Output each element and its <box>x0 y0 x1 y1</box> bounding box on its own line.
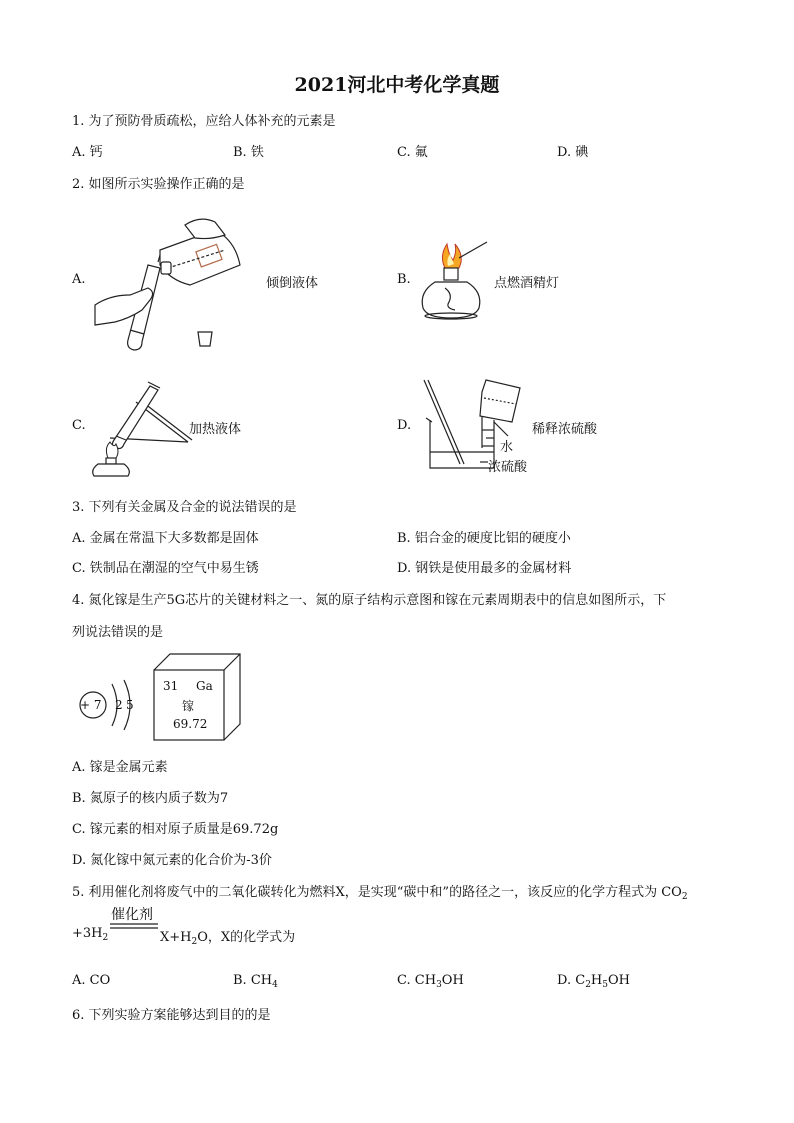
question-2-stem: 2. 如图所示实验操作正确的是 <box>72 177 245 192</box>
q3-option-a: A. 金属在常温下大多数都是固体 <box>72 531 259 546</box>
q3-option-d: D. 钢铁是使用最多的金属材料 <box>397 561 572 576</box>
q2-option-a-label: 倾倒液体 <box>266 276 319 291</box>
pouring-liquid-illustration <box>90 210 250 360</box>
q2-option-b-label: 点燃酒精灯 <box>494 276 560 291</box>
question-5-equation-right: $X+H_2O$，X的化学式为 <box>160 930 296 947</box>
q1-option-b: B. 铁 <box>233 145 264 160</box>
question-5-equation-left: $+3H_2$ <box>72 926 109 943</box>
q5-option-d: D. $C_2H_5OH$ <box>557 973 630 990</box>
question-6-stem: 6. 下列实验方案能够达到目的的是 <box>72 1008 271 1023</box>
q3-option-c: C. 铁制品在潮湿的空气中易生锈 <box>72 561 259 576</box>
q2-option-c-letter: C. <box>72 418 86 433</box>
question-3-stem: 3. 下列有关金属及合金的说法错误的是 <box>72 500 297 515</box>
alcohol-lamp-illustration <box>415 238 495 328</box>
q1-option-d: D. 碘 <box>557 145 589 160</box>
question-4-stem-line1: 4. 氮化镓是生产5G芯片的关键材料之一、氮的原子结构示意图和镓在元素周期表中的信息如图所示，下 <box>72 593 667 608</box>
element-atomic-mass: 69.72 <box>173 717 208 731</box>
catalyst-label: 催化剂 <box>111 907 153 923</box>
gallium-element-card <box>150 652 245 747</box>
q2-option-c-label: 加热液体 <box>189 422 242 437</box>
atom-shell-2-electrons: 5 <box>126 698 134 712</box>
q5-option-a: A. CO <box>72 973 111 988</box>
q2-option-d-label: 稀释浓硫酸 <box>532 422 598 437</box>
q2-d-acid-label: 浓硫酸 <box>488 460 528 475</box>
question-4-stem-line2: 列说法错误的是 <box>72 625 164 640</box>
q5-option-b: B. $CH_4$ <box>233 973 278 990</box>
q4-option-c: C. 镓元素的相对原子质量是69.72g <box>72 822 279 837</box>
atom-nucleus-charge: + 7 <box>80 698 102 712</box>
q1-option-a: A. 钙 <box>72 145 103 160</box>
element-name: 镓 <box>182 699 195 713</box>
q4-option-a: A. 镓是金属元素 <box>72 760 168 775</box>
q3-option-b: B. 铝合金的硬度比铝的硬度小 <box>397 531 571 546</box>
element-symbol: Ga <box>196 679 213 693</box>
q4-option-d: D. 氮化镓中氮元素的化合价为-3价 <box>72 853 272 868</box>
page-title: 2021河北中考化学真题 <box>294 74 500 96</box>
q5-option-c: C. $CH_3OH$ <box>397 973 464 990</box>
q2-d-water-label: 水 <box>500 440 514 455</box>
q2-option-d-letter: D. <box>397 418 412 433</box>
q1-option-c: C. 氟 <box>397 145 428 160</box>
atom-shell-1-electrons: 2 <box>115 698 123 712</box>
q2-option-b-letter: B. <box>397 272 411 287</box>
reaction-equals-sign <box>110 922 160 930</box>
element-atomic-number: 31 <box>163 679 179 693</box>
q4-option-b: B. 氮原子的核内质子数为7 <box>72 791 229 806</box>
question-1-stem: 1. 为了预防骨质疏松，应给人体补充的元素是 <box>72 114 336 129</box>
question-5-stem: 5. 利用催化剂将废气中的二氧化碳转化为燃料X，是实现“碳中和”的路径之一，该反应的化学方程式为 $CO_2$ <box>72 885 688 902</box>
heating-liquid-illustration <box>88 378 198 478</box>
q2-option-a-letter: A. <box>72 272 86 287</box>
